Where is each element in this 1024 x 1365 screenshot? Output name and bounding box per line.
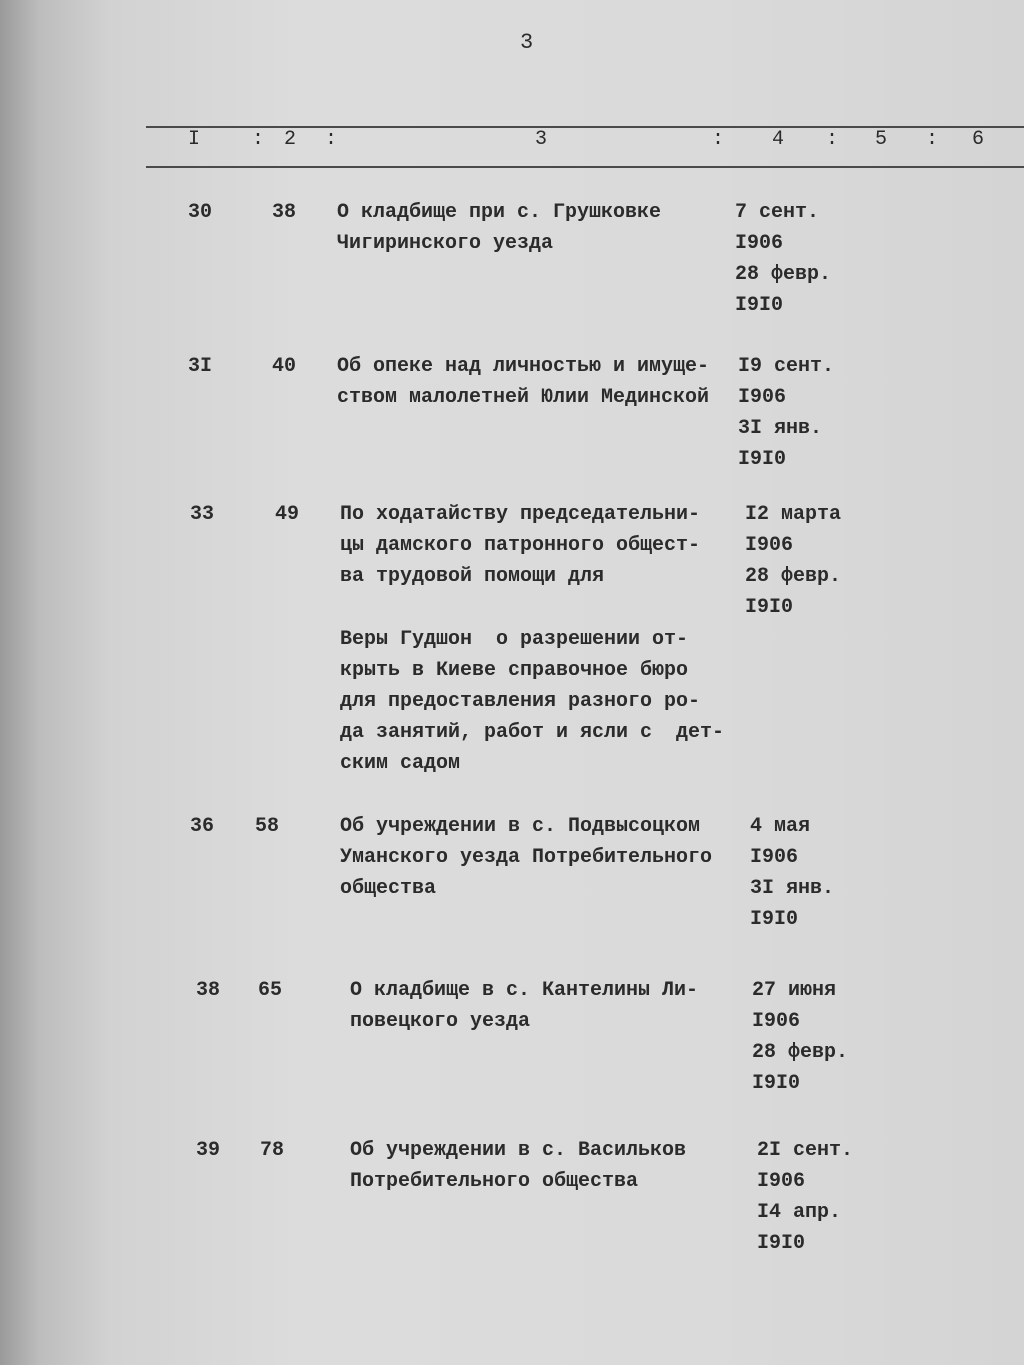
title-line: да занятий, работ и ясли с дет-: [340, 721, 725, 744]
title-line: ским садом: [340, 752, 461, 775]
col-header-5: 5: [875, 128, 888, 151]
col-header-2: 2: [284, 128, 297, 151]
title-line: О кладбище в с. Кантелины Ли-: [350, 979, 699, 1002]
date-line: I9I0: [752, 1072, 801, 1095]
date-line: I906: [757, 1170, 806, 1193]
file-number: 38: [272, 201, 297, 224]
title-line: повецкого уезда: [350, 1010, 531, 1033]
date-line: I9I0: [738, 448, 787, 471]
title-line: ва трудовой помощи для: [340, 565, 605, 588]
col-header-3: 3: [535, 128, 548, 151]
date-line: 2I сент.: [757, 1139, 854, 1162]
date-line: 28 февр.: [735, 263, 832, 286]
title-line: ством малолетней Юлии Мединской: [337, 386, 710, 409]
date-line: 27 июня: [752, 979, 837, 1002]
header-rule-top: [146, 126, 1024, 128]
date-line: I9I0: [745, 596, 794, 619]
header-rule-bottom: [146, 166, 1024, 168]
record-number: 33: [190, 503, 215, 526]
title-line: Уманского уезда Потребительного: [340, 846, 713, 869]
date-line: 4 мая: [750, 815, 811, 838]
date-line: I4 апр.: [757, 1201, 842, 1224]
date-line: I906: [738, 386, 787, 409]
record-number: 39: [196, 1139, 221, 1162]
file-number: 49: [275, 503, 300, 526]
file-number: 78: [260, 1139, 285, 1162]
title-line: Чигиринского уезда: [337, 232, 554, 255]
date-line: I906: [750, 846, 799, 869]
col-header-1: I: [188, 128, 201, 151]
date-line: I9I0: [735, 294, 784, 317]
col-separator: :: [712, 128, 725, 151]
title-line: для предоставления разного ро-: [340, 690, 701, 713]
date-line: I9 сент.: [738, 355, 835, 378]
date-line: I9I0: [750, 908, 799, 931]
record-number: 30: [188, 201, 213, 224]
title-line: общества: [340, 877, 437, 900]
record-number: 3I: [188, 355, 213, 378]
title-line: Об учреждении в с. Васильков: [350, 1139, 687, 1162]
col-separator: :: [252, 128, 265, 151]
date-line: I9I0: [757, 1232, 806, 1255]
title-line: крыть в Киеве справочное бюро: [340, 659, 689, 682]
date-line: I906: [745, 534, 794, 557]
title-line: По ходатайству председательни-: [340, 503, 701, 526]
file-number: 58: [255, 815, 280, 838]
file-number: 40: [272, 355, 297, 378]
page-number: 3: [520, 30, 534, 55]
date-line: I906: [752, 1010, 801, 1033]
date-line: I2 марта: [745, 503, 842, 526]
col-separator: :: [325, 128, 338, 151]
date-line: 28 февр.: [745, 565, 842, 588]
col-separator: :: [826, 128, 839, 151]
date-line: 3I янв.: [738, 417, 823, 440]
col-header-6: 6: [972, 128, 985, 151]
col-separator: :: [926, 128, 939, 151]
title-line: Об опеке над личностью и имуще-: [337, 355, 710, 378]
title-line: цы дамского патронного общест-: [340, 534, 701, 557]
date-line: 28 февр.: [752, 1041, 849, 1064]
date-line: 7 сент.: [735, 201, 820, 224]
date-line: 3I янв.: [750, 877, 835, 900]
title-line: Веры Гудшон о разрешении от-: [340, 628, 689, 651]
title-line: Потребительного общества: [350, 1170, 639, 1193]
file-number: 65: [258, 979, 283, 1002]
col-header-4: 4: [772, 128, 785, 151]
record-number: 36: [190, 815, 215, 838]
record-number: 38: [196, 979, 221, 1002]
date-line: I906: [735, 232, 784, 255]
title-line: Об учреждении в с. Подвысоцком: [340, 815, 701, 838]
title-line: О кладбище при с. Грушковке: [337, 201, 662, 224]
